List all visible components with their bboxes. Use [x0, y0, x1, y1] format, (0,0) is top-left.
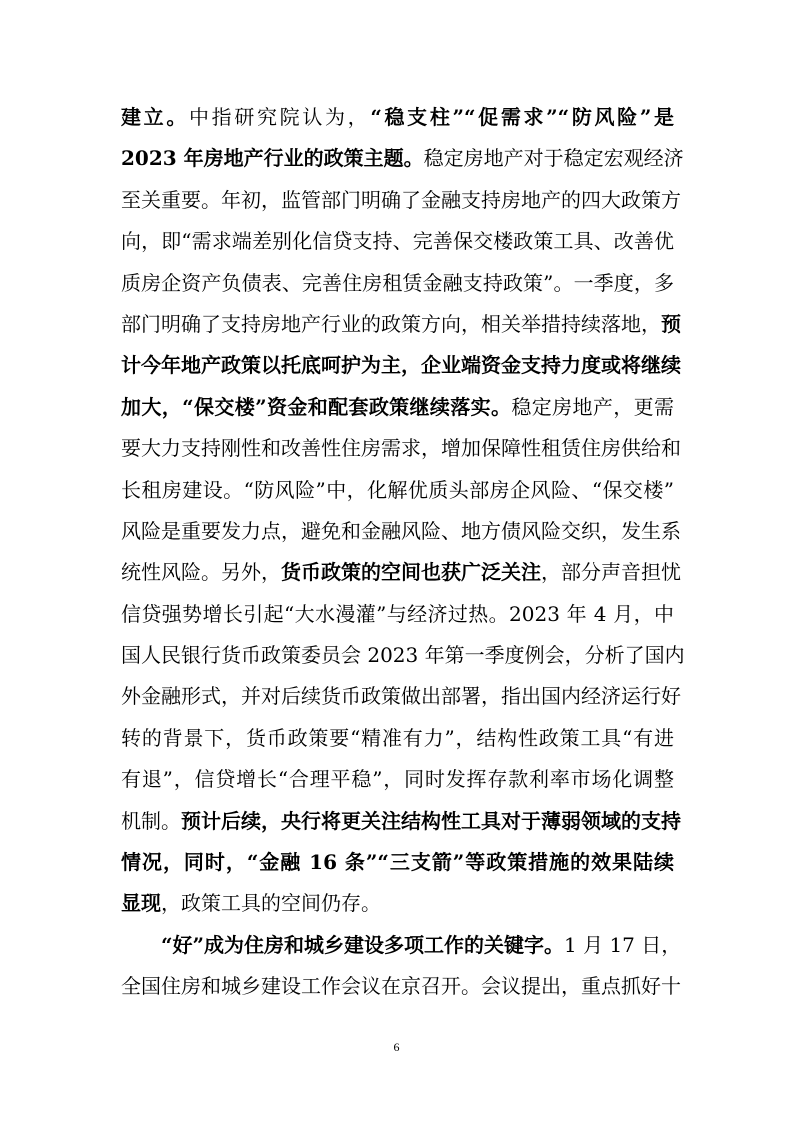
text-segment: 1 月 17 日，: [564, 932, 682, 957]
paragraph-lines: [121, 97, 685, 1008]
bold-text-segment: 建立。: [121, 105, 189, 129]
text-segment: ，部分声音担忧: [541, 560, 681, 585]
text-line: [121, 966, 681, 1007]
text-segment: 至关重要。年初，监管部门明确了金融支持房地产的四大政策方: [121, 187, 681, 212]
text-segment: ，政策工具的空间仍存。: [161, 891, 381, 916]
text-line: [121, 718, 674, 759]
text-segment: 要大力支持刚性和改善性住房需求，增加保障性租赁住房供给和: [121, 436, 681, 461]
text-segment: 机制。: [121, 808, 181, 833]
text-segment: 部门明确了支持房地产行业的政策方向，相关举措持续落地，: [121, 311, 661, 336]
text-segment: 国人民银行货币政策委员会 2023 年第一季度例会，分析了国内: [121, 643, 685, 668]
text-line: [121, 428, 681, 469]
text-line: [121, 470, 674, 511]
text-segment: 稳定房地产对于稳定宏观经济: [423, 146, 684, 171]
text-line: [121, 138, 684, 179]
bold-text-segment: 2023 年房地产行业的政策主题。: [121, 146, 424, 171]
text-line: [121, 635, 685, 676]
bold-text-segment: 加大，“保交楼”资金和配套政策继续落实。: [121, 394, 512, 419]
text-segment: 向，即“需求端差别化信贷支持、完善保交楼政策工具、改善优: [121, 229, 674, 254]
bold-text-segment: 显现: [121, 891, 161, 916]
text-line: [121, 511, 681, 552]
text-segment: 长租房建设。“防风险”中，化解优质头部房企风险、“保交楼”: [121, 477, 674, 502]
text-line: [121, 387, 674, 428]
text-line: [121, 676, 681, 717]
document-body: [121, 97, 685, 1008]
text-segment: 全国住房和城乡建设工作会议在京召开。会议提出，重点抓好十: [121, 974, 681, 999]
text-line: [121, 801, 681, 842]
text-line: [121, 263, 674, 304]
bold-text-segment: “好”成为住房和城乡建设多项工作的关键字。: [161, 932, 565, 957]
text-line: [121, 97, 674, 138]
bold-text-segment: “稳支柱”“促需求”“防风险”是: [370, 105, 675, 129]
text-line: [121, 221, 674, 262]
text-segment: 转的背景下，货币政策要“精准有力”，结构性政策工具“有进: [121, 725, 674, 750]
text-segment: 稳定房地产，更需: [511, 394, 674, 419]
bold-text-segment: 计今年地产政策以托底呵护为主，企业端资金支持力度或将继续: [121, 353, 681, 378]
page-number: 6: [393, 1040, 400, 1054]
bold-text-segment: 预: [661, 311, 681, 336]
text-segment: 信贷强势增长引起“大水漫灌”与经济过热。2023 年 4 月，中: [121, 601, 674, 626]
text-line: [121, 759, 674, 800]
text-line: [121, 925, 682, 966]
bold-text-segment: 情况，同时，“金融 16 条”“三支箭”等政策措施的效果陆续: [121, 850, 674, 875]
bold-text-segment: 预计后续，央行将更关注结构性工具对于薄弱领域的支持: [181, 808, 681, 833]
bold-text-segment: 货币政策的空间也获广泛关注: [281, 560, 541, 585]
text-segment: 风险是重要发力点，避免和金融风险、地方债风险交织，发生系: [121, 518, 681, 543]
text-segment: 质房企资产负债表、完善住房租赁金融支持政策”。一季度，多: [121, 270, 674, 295]
text-line: [121, 180, 681, 221]
text-segment: 统性风险。另外，: [121, 560, 281, 585]
text-segment: 中指研究院认为，: [189, 105, 371, 129]
text-line: [121, 883, 674, 924]
text-segment: 有退”，信贷增长“合理平稳”，同时发挥存款利率市场化调整: [121, 767, 674, 792]
text-line: [121, 842, 674, 883]
text-segment: 外金融形式，并对后续货币政策做出部署，指出国内经济运行好: [121, 684, 681, 709]
text-line: [121, 345, 681, 386]
text-line: [121, 304, 681, 345]
text-line: [121, 552, 681, 593]
text-line: [121, 594, 674, 635]
